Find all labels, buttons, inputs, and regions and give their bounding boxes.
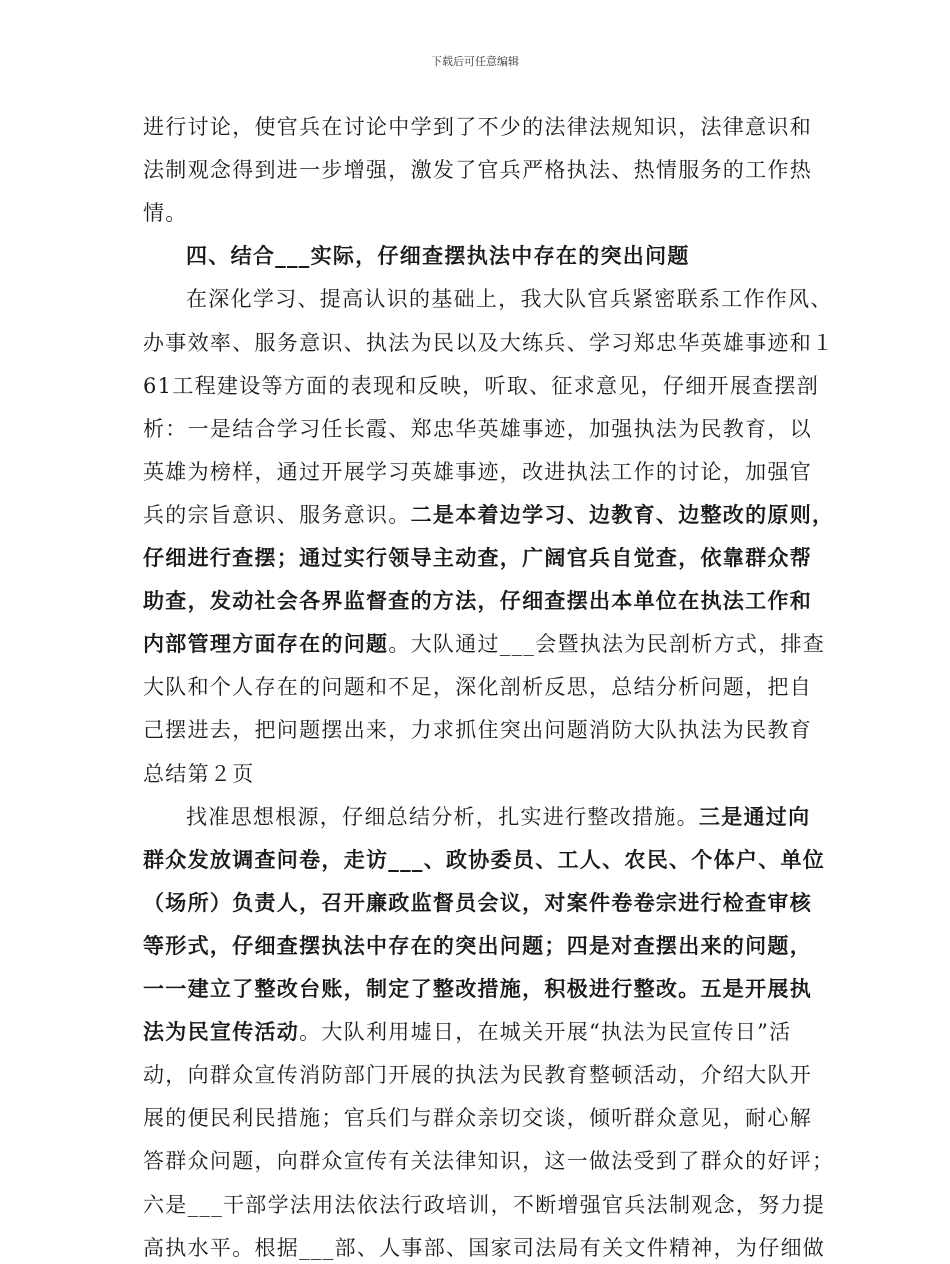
text-segment: 找准思想根源，仔细总结分析，扎实进行整改措施。: [186, 804, 699, 829]
text-segment: 析：一是结合学习任长霞、郑忠华英雄事迹，加强执法为民教育，以: [143, 416, 812, 441]
text-line: [143, 542, 818, 574]
text-segment: 己摆进去，把问题摆出来，力求抓住突出问题消防大队执法为民教育: [143, 718, 812, 743]
text-segment: 。大队通过___会暨执法为民剖析方式，排查: [388, 632, 826, 657]
text-line: [143, 456, 818, 488]
page-header-note: 下载后可任意编辑: [431, 55, 519, 68]
bold-text-segment: 仔细进行查摆；通过实行领导主动查，广阔官兵自觉查，依靠群众帮: [143, 545, 812, 570]
text-line: [143, 413, 818, 445]
text-segment: 总结第２页: [143, 761, 255, 786]
text-segment: 。大队利用墟日，在城关开展“执法为民宣传日”活: [299, 1020, 792, 1045]
text-line: [143, 327, 835, 359]
text-line: [143, 197, 818, 229]
text-line: [143, 499, 835, 531]
text-segment: 大队和个人存在的问题和不足，深化剖析反思，总结分析问题，把自: [143, 675, 812, 700]
text-line: [143, 154, 818, 186]
text-line: [143, 585, 818, 617]
text-segment: 动，向群众宣传消防部门开展的执法为民教育整顿活动，介绍大队开: [143, 1063, 812, 1088]
text-line: [143, 1145, 835, 1177]
bold-text-segment: 三是通过向: [698, 803, 811, 829]
text-segment: 办事效率、服务意识、执法为民以及大练兵、学习郑忠华英雄事迹和１: [143, 330, 835, 355]
text-line: [143, 671, 818, 703]
bold-text-segment: 法为民宣传活动: [143, 1019, 300, 1045]
bold-text-segment: 群众发放调查问卷，走访___、政协委员、工人、农民、个体户、单位: [143, 846, 826, 872]
text-segment: 兵的宗旨意识、服务意识。: [143, 502, 411, 527]
bold-text-segment: （场所）负责人，召开廉政监督员会议，对案件卷卷宗进行检查审核: [143, 889, 812, 915]
text-line: [186, 240, 818, 272]
bold-text-segment: 等形式，仔细查摆执法中存在的突出问题；四是对查摆出来的问题，: [143, 932, 812, 958]
text-line: [143, 844, 826, 876]
text-line: [143, 111, 818, 143]
text-line: [143, 973, 818, 1005]
text-segment: 法制观念得到进一步增强，激发了官兵严格执法、热情服务的工作热: [143, 158, 812, 183]
text-segment: 61工程建设等方面的表现和反映，听取、征求意见，仔细开展查摆剖: [143, 373, 820, 398]
text-line: [143, 370, 818, 402]
text-line: [143, 1232, 826, 1264]
text-line: [143, 1189, 826, 1221]
bold-text-segment: 四、结合___实际，仔细查摆执法中存在的突出问题: [186, 243, 690, 269]
bold-text-segment: 二是本着边学习、边教育、边整改的原则，: [410, 501, 835, 527]
text-segment: 英雄为榜样，通过开展学习英雄事迹，改进执法工作的讨论，加强官: [143, 459, 812, 484]
text-segment: 进行讨论，使官兵在讨论中学到了不少的法律法规知识，法律意识和: [143, 115, 812, 139]
bold-text-segment: 内部管理方面存在的问题: [143, 631, 389, 657]
bold-text-segment: 一一建立了整改台账，制定了整改措施，积极进行整改。五是开展执: [143, 976, 812, 1001]
text-segment: 展的便民利民措施；官兵们与群众亲切交谈，倾听群众意见，耐心解: [143, 1106, 812, 1131]
text-line: [143, 1102, 818, 1134]
text-line: [143, 628, 826, 660]
text-line: [143, 887, 818, 919]
text-segment: 答群众问题，向群众宣传有关法律知识，这一做法受到了群众的好评；: [143, 1149, 835, 1174]
bold-text-segment: 助查，发动社会各界监督查的方法，仔细查摆出本单位在执法工作和: [143, 588, 812, 614]
text-line: [143, 930, 818, 962]
text-segment: 高执水平。根据___部、人事部、国家司法局有关文件精神，为仔细做: [143, 1235, 826, 1260]
text-segment: 在深化学习、提高认识的基础上，我大队官兵紧密联系工作作风、: [186, 287, 833, 312]
text-segment: 六是___干部学法用法依法行政培训，不断增强官兵法制观念，努力提: [143, 1192, 826, 1217]
text-segment: 情。: [143, 201, 188, 226]
text-line: [186, 801, 818, 833]
text-line: [143, 1059, 818, 1091]
text-line: [143, 714, 818, 746]
text-line: [186, 283, 833, 315]
text-line: [143, 1016, 818, 1048]
text-line: [143, 758, 818, 790]
